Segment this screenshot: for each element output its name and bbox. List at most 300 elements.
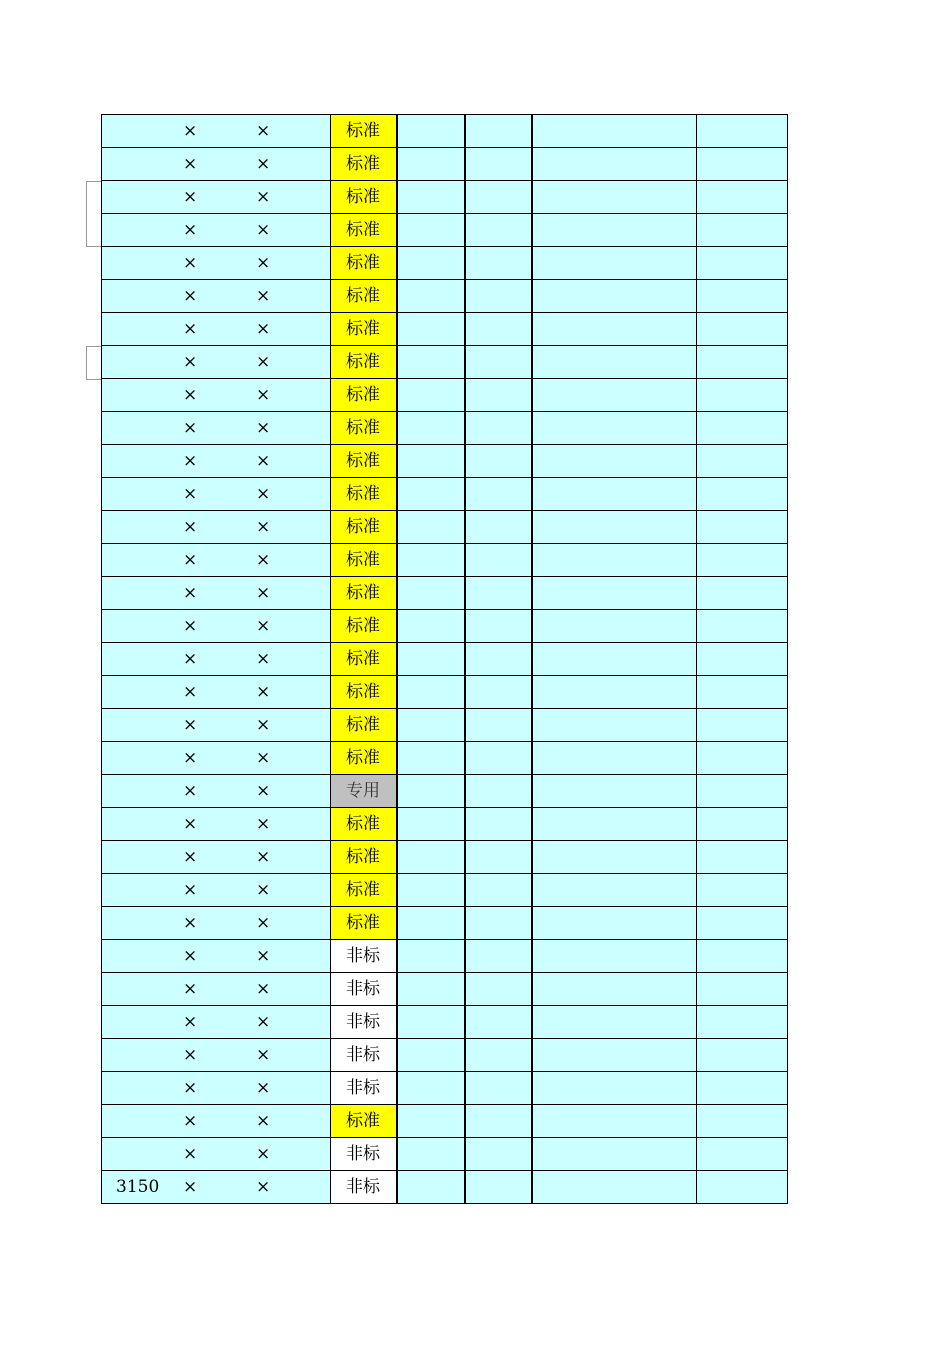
cell-type: 标准 xyxy=(330,643,397,676)
cell-dimension-1: × xyxy=(176,940,250,973)
margin-marker-bottom xyxy=(86,346,101,380)
cell-type: 标准 xyxy=(330,214,397,247)
cell-empty xyxy=(397,742,465,775)
cell-empty xyxy=(465,478,532,511)
cell-dimension-2: × xyxy=(250,214,330,247)
cell-dimension-2: × xyxy=(250,1171,330,1204)
cell-dimension-1: × xyxy=(176,874,250,907)
cell-type: 标准 xyxy=(330,478,397,511)
cell-dimension-2: × xyxy=(250,841,330,874)
cell-empty xyxy=(696,742,787,775)
cell-dimension-1: × xyxy=(176,577,250,610)
table-row xyxy=(102,379,788,412)
cell-empty xyxy=(397,1039,465,1072)
table-row xyxy=(102,775,788,808)
cell-empty xyxy=(696,808,787,841)
table-row xyxy=(102,742,788,775)
cell-type: 标准 xyxy=(330,511,397,544)
cell-empty xyxy=(696,280,787,313)
cell-id xyxy=(102,610,177,643)
cell-dimension-2: × xyxy=(250,1006,330,1039)
table-row xyxy=(102,940,788,973)
cell-type: 标准 xyxy=(330,379,397,412)
cell-id xyxy=(102,775,177,808)
cell-id xyxy=(102,874,177,907)
table-row xyxy=(102,313,788,346)
cell-empty xyxy=(465,1171,532,1204)
cell-empty xyxy=(696,148,787,181)
table-row xyxy=(102,874,788,907)
cell-dimension-2: × xyxy=(250,907,330,940)
cell-empty xyxy=(696,610,787,643)
cell-type: 非标 xyxy=(330,1171,397,1204)
cell-dimension-1: × xyxy=(176,1105,250,1138)
cell-empty xyxy=(532,610,697,643)
cell-dimension-1: × xyxy=(176,346,250,379)
cell-type: 标准 xyxy=(330,115,397,148)
cell-id xyxy=(102,709,177,742)
cell-empty xyxy=(397,478,465,511)
cell-dimension-2: × xyxy=(250,610,330,643)
cell-id xyxy=(102,1105,177,1138)
table-row xyxy=(102,973,788,1006)
table-row xyxy=(102,115,788,148)
cell-empty xyxy=(465,412,532,445)
cell-id xyxy=(102,445,177,478)
cell-type: 非标 xyxy=(330,1006,397,1039)
cell-empty xyxy=(696,907,787,940)
cell-empty xyxy=(465,511,532,544)
cell-empty xyxy=(465,940,532,973)
cell-empty xyxy=(696,1138,787,1171)
cell-id xyxy=(102,478,177,511)
cell-dimension-2: × xyxy=(250,181,330,214)
cell-empty xyxy=(532,313,697,346)
table-row xyxy=(102,1105,788,1138)
cell-dimension-1: × xyxy=(176,478,250,511)
cell-empty xyxy=(696,709,787,742)
cell-type: 标准 xyxy=(330,808,397,841)
cell-dimension-1: × xyxy=(176,445,250,478)
table-row xyxy=(102,445,788,478)
cell-empty xyxy=(696,115,787,148)
cell-empty xyxy=(397,808,465,841)
cell-dimension-1: × xyxy=(176,610,250,643)
cell-empty xyxy=(696,973,787,1006)
cell-empty xyxy=(696,478,787,511)
cell-id xyxy=(102,214,177,247)
cell-empty xyxy=(397,1138,465,1171)
cell-empty xyxy=(696,874,787,907)
margin-marker-top xyxy=(86,181,101,247)
cell-id xyxy=(102,346,177,379)
cell-empty xyxy=(696,1072,787,1105)
cell-empty xyxy=(532,115,697,148)
cell-dimension-2: × xyxy=(250,1039,330,1072)
cell-id: 3150 xyxy=(102,1171,177,1204)
cell-empty xyxy=(465,709,532,742)
cell-dimension-1: × xyxy=(176,115,250,148)
cell-empty xyxy=(465,1138,532,1171)
table-row xyxy=(102,907,788,940)
cell-empty xyxy=(397,1006,465,1039)
cell-empty xyxy=(532,577,697,610)
cell-type: 标准 xyxy=(330,313,397,346)
cell-type: 标准 xyxy=(330,445,397,478)
cell-empty xyxy=(465,148,532,181)
cell-empty xyxy=(696,412,787,445)
cell-empty xyxy=(532,940,697,973)
table-row xyxy=(102,247,788,280)
cell-empty xyxy=(465,973,532,1006)
cell-empty xyxy=(465,1006,532,1039)
cell-dimension-2: × xyxy=(250,412,330,445)
cell-empty xyxy=(696,346,787,379)
table-row xyxy=(102,1039,788,1072)
cell-id xyxy=(102,511,177,544)
cell-dimension-2: × xyxy=(250,874,330,907)
cell-empty xyxy=(465,544,532,577)
cell-empty xyxy=(397,445,465,478)
cell-empty xyxy=(696,214,787,247)
cell-type: 专用 xyxy=(330,775,397,808)
cell-empty xyxy=(465,346,532,379)
cell-type: 标准 xyxy=(330,247,397,280)
cell-id xyxy=(102,313,177,346)
cell-empty xyxy=(465,115,532,148)
cell-id xyxy=(102,940,177,973)
cell-dimension-2: × xyxy=(250,379,330,412)
table-row xyxy=(102,214,788,247)
table-row xyxy=(102,676,788,709)
cell-type: 标准 xyxy=(330,676,397,709)
cell-empty xyxy=(465,577,532,610)
cell-empty xyxy=(465,1105,532,1138)
cell-empty xyxy=(397,412,465,445)
cell-dimension-1: × xyxy=(176,214,250,247)
cell-empty xyxy=(465,181,532,214)
cell-dimension-1: × xyxy=(176,709,250,742)
cell-empty xyxy=(532,148,697,181)
cell-empty xyxy=(397,1105,465,1138)
cell-dimension-1: × xyxy=(176,313,250,346)
cell-dimension-2: × xyxy=(250,280,330,313)
cell-empty xyxy=(532,1171,697,1204)
cell-dimension-2: × xyxy=(250,643,330,676)
cell-id xyxy=(102,247,177,280)
cell-dimension-1: × xyxy=(176,1072,250,1105)
cell-dimension-2: × xyxy=(250,478,330,511)
cell-type: 标准 xyxy=(330,412,397,445)
cell-dimension-1: × xyxy=(176,280,250,313)
cell-empty xyxy=(532,181,697,214)
table-row xyxy=(102,148,788,181)
cell-id xyxy=(102,1039,177,1072)
cell-empty xyxy=(532,1072,697,1105)
cell-empty xyxy=(696,577,787,610)
cell-empty xyxy=(532,1105,697,1138)
cell-type: 标准 xyxy=(330,709,397,742)
table-row xyxy=(102,841,788,874)
cell-id xyxy=(102,643,177,676)
cell-empty xyxy=(465,1072,532,1105)
cell-dimension-2: × xyxy=(250,1138,330,1171)
cell-empty xyxy=(532,1138,697,1171)
cell-dimension-1: × xyxy=(176,379,250,412)
cell-empty xyxy=(532,808,697,841)
cell-dimension-1: × xyxy=(176,181,250,214)
cell-empty xyxy=(465,874,532,907)
cell-empty xyxy=(696,643,787,676)
table-row xyxy=(102,412,788,445)
cell-empty xyxy=(465,808,532,841)
cell-type: 标准 xyxy=(330,1105,397,1138)
cell-dimension-2: × xyxy=(250,709,330,742)
cell-empty xyxy=(397,313,465,346)
cell-empty xyxy=(532,874,697,907)
cell-empty xyxy=(696,313,787,346)
cell-empty xyxy=(532,775,697,808)
cell-empty xyxy=(532,1039,697,1072)
cell-empty xyxy=(532,247,697,280)
cell-dimension-2: × xyxy=(250,544,330,577)
cell-empty xyxy=(397,676,465,709)
cell-id xyxy=(102,742,177,775)
table-row xyxy=(102,1171,788,1204)
cell-empty xyxy=(397,874,465,907)
cell-dimension-1: × xyxy=(176,676,250,709)
cell-id xyxy=(102,676,177,709)
table-row xyxy=(102,1138,788,1171)
cell-empty xyxy=(696,1039,787,1072)
cell-empty xyxy=(532,676,697,709)
cell-dimension-1: × xyxy=(176,841,250,874)
table-row xyxy=(102,544,788,577)
cell-id xyxy=(102,907,177,940)
cell-dimension-1: × xyxy=(176,247,250,280)
cell-dimension-1: × xyxy=(176,544,250,577)
cell-empty xyxy=(532,643,697,676)
cell-type: 标准 xyxy=(330,280,397,313)
cell-empty xyxy=(397,1171,465,1204)
cell-empty xyxy=(397,379,465,412)
cell-empty xyxy=(465,379,532,412)
cell-dimension-2: × xyxy=(250,973,330,1006)
cell-type: 标准 xyxy=(330,148,397,181)
cell-empty xyxy=(397,148,465,181)
cell-id xyxy=(102,115,177,148)
cell-empty xyxy=(532,379,697,412)
cell-dimension-2: × xyxy=(250,346,330,379)
cell-empty xyxy=(397,973,465,1006)
cell-dimension-2: × xyxy=(250,742,330,775)
cell-empty xyxy=(696,445,787,478)
cell-id xyxy=(102,577,177,610)
cell-empty xyxy=(465,841,532,874)
table-row xyxy=(102,280,788,313)
cell-empty xyxy=(397,940,465,973)
cell-empty xyxy=(397,346,465,379)
cell-empty xyxy=(532,412,697,445)
cell-id xyxy=(102,973,177,1006)
cell-empty xyxy=(397,1072,465,1105)
cell-dimension-2: × xyxy=(250,1072,330,1105)
table-row xyxy=(102,808,788,841)
table-row xyxy=(102,478,788,511)
cell-id xyxy=(102,1138,177,1171)
cell-empty xyxy=(465,1039,532,1072)
cell-empty xyxy=(532,214,697,247)
cell-empty xyxy=(397,610,465,643)
cell-empty xyxy=(532,346,697,379)
cell-id xyxy=(102,544,177,577)
cell-empty xyxy=(696,247,787,280)
cell-empty xyxy=(397,247,465,280)
table-row xyxy=(102,643,788,676)
cell-empty xyxy=(532,280,697,313)
cell-type: 标准 xyxy=(330,874,397,907)
cell-empty xyxy=(465,445,532,478)
cell-empty xyxy=(532,709,697,742)
cell-empty xyxy=(465,247,532,280)
cell-empty xyxy=(397,841,465,874)
cell-type: 标准 xyxy=(330,841,397,874)
spec-table xyxy=(101,114,788,1204)
cell-empty xyxy=(397,775,465,808)
cell-id xyxy=(102,181,177,214)
table-row xyxy=(102,610,788,643)
cell-type: 标准 xyxy=(330,577,397,610)
cell-empty xyxy=(465,214,532,247)
cell-empty xyxy=(465,610,532,643)
cell-empty xyxy=(465,313,532,346)
cell-empty xyxy=(696,775,787,808)
cell-id xyxy=(102,1072,177,1105)
cell-empty xyxy=(532,907,697,940)
cell-empty xyxy=(465,907,532,940)
table-row xyxy=(102,1072,788,1105)
cell-id xyxy=(102,412,177,445)
cell-type: 非标 xyxy=(330,973,397,1006)
table-row xyxy=(102,511,788,544)
cell-type: 非标 xyxy=(330,1138,397,1171)
cell-id xyxy=(102,379,177,412)
cell-empty xyxy=(696,181,787,214)
cell-empty xyxy=(397,907,465,940)
cell-dimension-2: × xyxy=(250,1105,330,1138)
cell-dimension-2: × xyxy=(250,247,330,280)
cell-empty xyxy=(465,643,532,676)
cell-type: 非标 xyxy=(330,1039,397,1072)
cell-type: 标准 xyxy=(330,346,397,379)
cell-dimension-2: × xyxy=(250,577,330,610)
cell-empty xyxy=(696,544,787,577)
cell-empty xyxy=(532,445,697,478)
spec-table-body xyxy=(102,115,788,1204)
cell-empty xyxy=(532,511,697,544)
cell-id xyxy=(102,148,177,181)
cell-dimension-2: × xyxy=(250,808,330,841)
cell-empty xyxy=(397,544,465,577)
cell-empty xyxy=(465,742,532,775)
cell-dimension-1: × xyxy=(176,412,250,445)
cell-dimension-2: × xyxy=(250,115,330,148)
cell-dimension-2: × xyxy=(250,676,330,709)
cell-empty xyxy=(696,676,787,709)
cell-type: 标准 xyxy=(330,544,397,577)
cell-empty xyxy=(397,115,465,148)
cell-empty xyxy=(465,280,532,313)
cell-dimension-2: × xyxy=(250,445,330,478)
cell-empty xyxy=(397,643,465,676)
cell-empty xyxy=(696,1171,787,1204)
cell-dimension-2: × xyxy=(250,775,330,808)
cell-dimension-1: × xyxy=(176,742,250,775)
cell-type: 标准 xyxy=(330,610,397,643)
cell-id xyxy=(102,1006,177,1039)
cell-dimension-1: × xyxy=(176,1171,250,1204)
cell-dimension-2: × xyxy=(250,313,330,346)
cell-dimension-1: × xyxy=(176,775,250,808)
cell-dimension-1: × xyxy=(176,148,250,181)
cell-empty xyxy=(696,1006,787,1039)
table-row xyxy=(102,346,788,379)
table-row xyxy=(102,1006,788,1039)
cell-dimension-1: × xyxy=(176,643,250,676)
cell-type: 标准 xyxy=(330,907,397,940)
cell-empty xyxy=(696,511,787,544)
cell-id xyxy=(102,841,177,874)
cell-empty xyxy=(532,1006,697,1039)
cell-empty xyxy=(532,544,697,577)
cell-empty xyxy=(696,1105,787,1138)
cell-dimension-1: × xyxy=(176,1138,250,1171)
cell-id xyxy=(102,280,177,313)
cell-empty xyxy=(397,181,465,214)
cell-type: 非标 xyxy=(330,1072,397,1105)
cell-empty xyxy=(532,973,697,1006)
cell-type: 非标 xyxy=(330,940,397,973)
table-row xyxy=(102,577,788,610)
cell-dimension-2: × xyxy=(250,148,330,181)
cell-dimension-2: × xyxy=(250,940,330,973)
table-row xyxy=(102,709,788,742)
cell-empty xyxy=(397,280,465,313)
cell-dimension-1: × xyxy=(176,808,250,841)
cell-empty xyxy=(397,709,465,742)
cell-dimension-1: × xyxy=(176,907,250,940)
cell-dimension-1: × xyxy=(176,1039,250,1072)
cell-dimension-1: × xyxy=(176,511,250,544)
cell-type: 标准 xyxy=(330,742,397,775)
cell-dimension-1: × xyxy=(176,1006,250,1039)
cell-empty xyxy=(696,841,787,874)
cell-empty xyxy=(465,676,532,709)
cell-id xyxy=(102,808,177,841)
cell-empty xyxy=(397,577,465,610)
cell-empty xyxy=(532,478,697,511)
cell-empty xyxy=(532,742,697,775)
cell-empty xyxy=(397,214,465,247)
cell-empty xyxy=(532,841,697,874)
cell-type: 标准 xyxy=(330,181,397,214)
cell-dimension-1: × xyxy=(176,973,250,1006)
cell-dimension-2: × xyxy=(250,511,330,544)
cell-empty xyxy=(397,511,465,544)
cell-empty xyxy=(696,379,787,412)
table-row xyxy=(102,181,788,214)
cell-empty xyxy=(465,775,532,808)
